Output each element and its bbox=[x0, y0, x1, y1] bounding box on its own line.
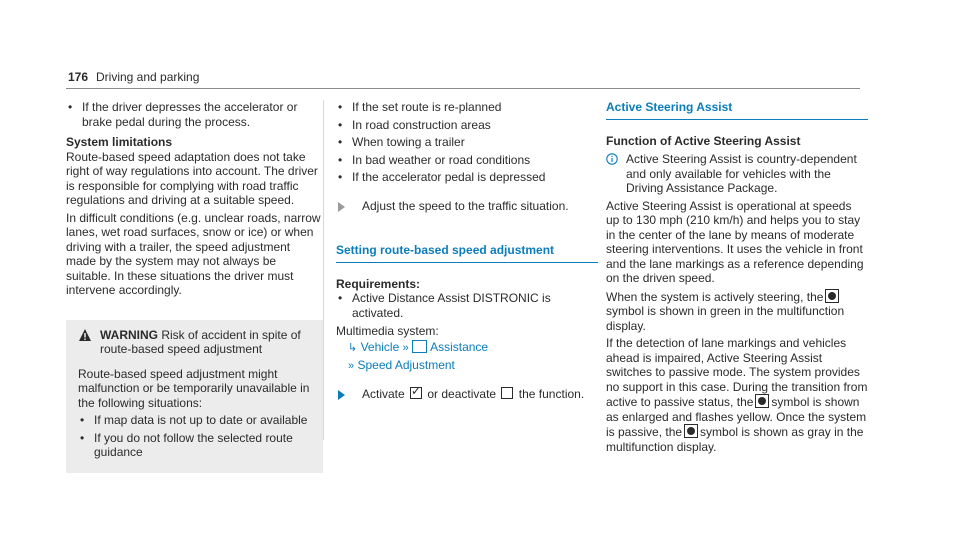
list-item: • In road construction areas bbox=[338, 117, 491, 132]
body-paragraph: When the system is actively steering, thesymbol is shown in green in the multifunction display. bbox=[606, 289, 845, 333]
assistance-car-icon bbox=[412, 340, 427, 353]
menu-vehicle: Vehicle bbox=[360, 339, 400, 354]
list-item: • If the driver depresses the accelerator or brake pedal during the process. bbox=[68, 100, 298, 129]
function-title: Function of Active Steering Assist bbox=[606, 133, 801, 148]
warning-box bbox=[66, 320, 323, 473]
list-item: • Active Distance Assist DISTRONIC is activated. bbox=[338, 291, 551, 320]
limitations-paragraph: In difficult conditions (e.g. unclear roads, narrow lanes, wet road surfaces, snow or ice) or when driving with a trailer, the speed adjustment made by the system may not always be suitable. In these situations the driver must intervene accordingly. bbox=[66, 210, 321, 297]
empty-checkbox-icon bbox=[501, 387, 513, 399]
menu-chevron-icon: » bbox=[348, 359, 355, 372]
column-left bbox=[66, 100, 323, 473]
bullet-icon: • bbox=[338, 291, 343, 305]
section-title: Active Steering Assist bbox=[606, 100, 868, 120]
list-item: • If the accelerator pedal is depressed bbox=[338, 170, 546, 184]
warning-body: Route-based speed adjustment might malfunction or be temporarily unavailable in the following situations: bbox=[78, 366, 310, 410]
menu-speed-adjustment: Speed Adjustment bbox=[357, 357, 455, 372]
warning-triangle-icon bbox=[78, 328, 92, 342]
list-item: • In bad weather or road conditions bbox=[338, 152, 531, 167]
menu-assistance: Assistance bbox=[430, 339, 489, 354]
page-number: 176 bbox=[68, 70, 89, 84]
list-item: • If you do not follow the selected route guidance bbox=[80, 430, 293, 459]
column-middle bbox=[336, 100, 598, 404]
list-item: • If map data is not up to date or available bbox=[80, 413, 308, 427]
column-right bbox=[606, 100, 868, 457]
limitations-title: System limitations bbox=[66, 135, 173, 149]
bullet-icon: • bbox=[80, 413, 85, 427]
bullet-icon: • bbox=[68, 100, 73, 114]
menu-entry-arrow-icon: ↳ bbox=[348, 341, 358, 354]
section-title: Setting route-based speed adjustment bbox=[336, 243, 598, 263]
instruction-step: Activate ✓ or deactivate the function. bbox=[336, 387, 598, 402]
bullet-icon: • bbox=[338, 100, 343, 114]
body-paragraph: Active Steering Assist is operational at speeds up to 130 mph (210 km/h) and helps you to stay in the center of the lane by means of moderate steering interventions. It uses the vehicle in front and the lane markings as a reference depending on the driven speed. bbox=[606, 198, 864, 285]
bullet-icon: • bbox=[338, 170, 343, 184]
steering-assist-symbol-icon bbox=[825, 289, 839, 303]
bullet-icon: • bbox=[338, 152, 343, 167]
bullet-icon: • bbox=[338, 135, 343, 149]
checked-checkbox-icon bbox=[410, 387, 422, 399]
chapter-title: Driving and parking bbox=[96, 70, 200, 84]
list-item: • When towing a trailer bbox=[338, 135, 465, 149]
warning-heading: Risk of accident in spite of route-based speed adjustment bbox=[100, 327, 301, 356]
bullet-icon: • bbox=[338, 117, 343, 132]
steering-assist-symbol-icon bbox=[755, 394, 769, 408]
list-item: • If the set route is re-planned bbox=[338, 100, 502, 114]
column-divider bbox=[323, 100, 324, 440]
body-paragraph: If the detection of lane markings and vehicles ahead is impaired, Active Steering Assist switches to passive mode. The system provides no support in this case. During the transition from active to passive status, the symbol is shown as enlarged and flashes yellow. Once the system is passive, the symbol is shown as gray in the multifunction display. bbox=[606, 336, 868, 454]
info-note: Active Steering Assist is country-dependent and only available for vehicles with the Driving Assistance Package. bbox=[606, 152, 868, 196]
bullet-icon: • bbox=[80, 430, 85, 445]
menu-chevron-icon: » bbox=[402, 341, 409, 354]
warning-title bbox=[78, 328, 315, 357]
menu-path bbox=[336, 339, 598, 375]
warning-label: WARNING bbox=[100, 327, 158, 342]
instruction-step: Adjust the speed to the traffic situation. bbox=[336, 199, 598, 214]
requirements-title: Requirements: bbox=[336, 276, 421, 291]
step-arrow-icon bbox=[338, 390, 345, 400]
multimedia-label: Multimedia system: bbox=[336, 324, 439, 338]
page-header bbox=[66, 66, 860, 89]
step-arrow-icon bbox=[338, 202, 345, 212]
steering-assist-symbol-icon bbox=[684, 424, 698, 438]
limitations-paragraph: Route-based speed adaptation does not take right of way regulations into account. The driver is responsible for complying with road traffic regulations and driving at a suitable speed. bbox=[66, 149, 318, 207]
info-icon bbox=[606, 153, 618, 165]
